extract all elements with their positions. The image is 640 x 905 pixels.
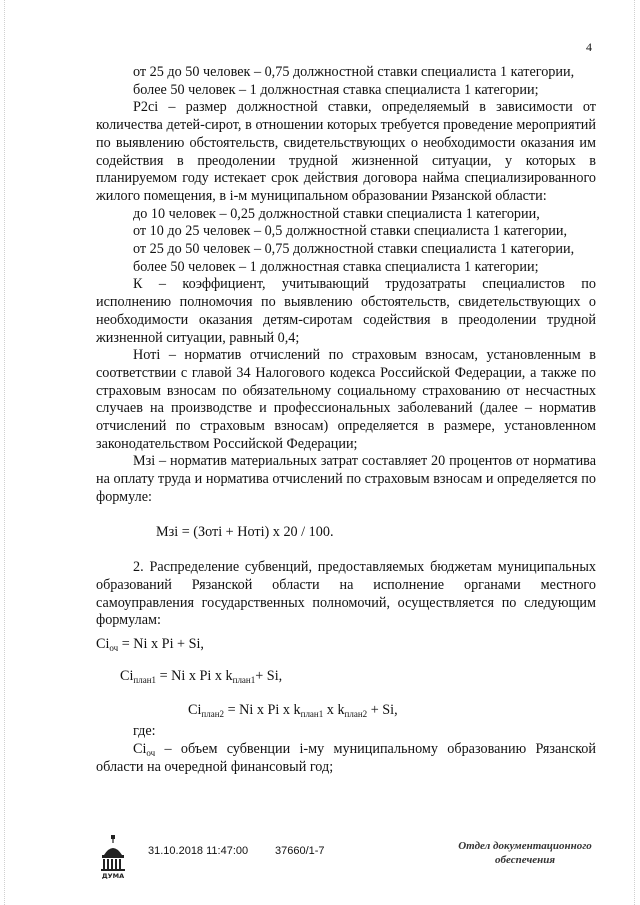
footer — [0, 825, 640, 885]
scan-edge-right — [634, 0, 636, 905]
formula-ci-plan2-end: + Si, — [367, 701, 398, 718]
paragraph-range-25-50: от 25 до 50 человек – 0,75 должностной ставки специалиста 1 категории, — [133, 64, 575, 80]
stamp-line-2: обеспечения — [494, 854, 555, 866]
paragraph-more-50: более 50 человек – 1 должностная ставка специалиста 1 категории; — [133, 81, 539, 98]
scan-edge-left — [4, 0, 6, 905]
paragraph-ci-och-definition — [96, 741, 596, 776]
stamp-line-1: Отдел документационного — [458, 840, 592, 852]
formula-ci-plan2-var: Ci — [188, 701, 202, 718]
footer-date: 31.10.2018 11:47:00 — [148, 845, 249, 857]
ci-och-var: Ci — [133, 740, 147, 757]
paragraph-10-25: от 10 до 25 человек – 0,5 должностной ставки специалиста 1 категории, — [133, 223, 568, 240]
formula-ci-plan1-mid: = Ni х Pi х k — [156, 667, 233, 684]
paragraph-k-coefficient: К – коэффициент, учитывающий трудозатраты специалистов по исполнению полномочия по выявлению обстоятельств, свидетельствующих о необходимости оказания детям-сиротам содействия в преодолении трудной жизненной ситуации, равный 0,4; — [96, 276, 596, 346]
department-stamp — [440, 839, 610, 867]
paragraph-p2ci-definition: Р2сi – размер должностной ставки, определяемый в зависимости от количества детей-сирот, в отношении которых требуется проведение мероприятий по выявлению обстоятельств, свидетельствующих о необходимости оказания им содействия в преодолении трудной жизненной ситуации, у которых в планируемом году истекает срок действия договора найма специализированного жилого помещения, в i-м муниципальном образовании Рязанской области: — [96, 99, 596, 204]
ci-och-sub: оч — [146, 747, 156, 758]
formula-ci-plan2 — [96, 702, 596, 720]
page-number: 4 — [586, 40, 592, 54]
paragraph-section-2: 2. Распределение субвенций, предоставляемых бюджетам муниципальных образований Рязанской области на исполнение органами местного самоуправления государственных полномочий, осуществляется по следующим формулам: — [96, 559, 596, 629]
formula-ci-plan2-k1-sub: план1 — [300, 708, 324, 719]
formula-ci-plan1-var: Ci — [120, 667, 134, 684]
paragraph-mzi-definition: Мзi – норматив материальных затрат составляет 20 процентов от норматива на оплату труда и норматива отчислений по страховым взносам и определяется по формуле: — [96, 453, 596, 505]
formula-ci-och — [96, 636, 596, 654]
formula-mzi: Мзi = (Зотi + Нотi) х 20 / 100. — [156, 523, 334, 540]
duma-logo-icon — [98, 833, 128, 879]
footer-doc-number: 37660/1-7 — [275, 845, 325, 857]
formula-ci-och-var: Ci — [96, 636, 110, 653]
formula-ci-plan2-k2-sub: план2 — [344, 708, 368, 719]
paragraph-25-50-second: от 25 до 50 человек – 0,75 должностной ставки специалиста 1 категории, — [133, 241, 575, 258]
paragraph-up-to-10: до 10 человек – 0,25 должностной ставки специалиста 1 категории, — [133, 205, 540, 222]
formula-ci-plan1-sub: план1 — [133, 674, 157, 685]
paragraph-more-50-second: более 50 человек – 1 должностная ставка специалиста 1 категории; — [133, 258, 539, 275]
formula-ci-plan2-sub: план2 — [201, 708, 225, 719]
logo-text: ДУМА — [101, 872, 125, 879]
formula-ci-plan1-end: + Si, — [255, 667, 283, 684]
formula-ci-och-rest: = Ni х Pi + Si, — [118, 636, 204, 653]
formula-ci-plan1-k-sub: план1 — [232, 674, 256, 685]
where-label: где: — [133, 723, 156, 740]
paragraph-noti-definition: Нотi – норматив отчислений по страховым взносам, установленным в соответствии с главой 34 Налогового кодекса Российской Федерации, а также по страховым взносам по обязательному социальному страхованию от несчастных случаев на производстве и профессиональных заболеваний (далее – норматив отчислений по страховым взносам) определяется в размере, установленном законодательством Российской Федерации; — [96, 347, 596, 452]
document-body — [96, 64, 596, 776]
formula-ci-plan2-mid: = Ni х Pi х k — [224, 701, 301, 718]
formula-ci-och-sub: оч — [109, 643, 119, 654]
formula-ci-plan1 — [96, 668, 596, 686]
ci-och-text: – объем субвенции i-му муниципальному образованию Рязанской области на очередной финансовый год; — [96, 740, 596, 775]
formula-ci-plan2-k2: х k — [323, 701, 345, 718]
